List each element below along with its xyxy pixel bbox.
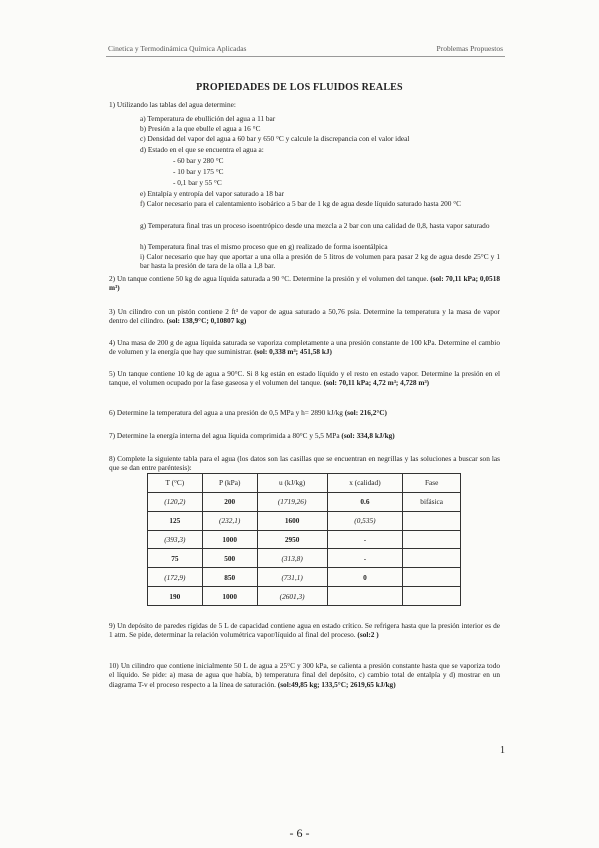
table-cell: (1719,26) (257, 492, 327, 511)
table-cell: (313,8) (257, 549, 327, 568)
problem-1d-item-1: - 60 bar y 280 °C (173, 156, 224, 165)
problem-10-text: Un cilindro que contiene inicialmente 50 L de agua a 25°C y 300 kPa, se calienta a presión constante hasta que se vaporiza todo el líquido. Se pide: a) masa de agua que había, b) temperatura final del depósito, c) cambio total de entalpía y d) mostrar en un diagrama T-v el proceso respecto a la línea de saturación. (109, 661, 500, 689)
problem-7-number: 7) (109, 431, 116, 440)
problem-3-text: Un cilindro con un pistón contiene 2 ft³ de vapor de agua saturado a 50,76 psia. Determine la temperatura y la masa de vapor dentro del cilindro. (109, 307, 500, 326)
table-cell (403, 587, 461, 606)
header-right: Problemas Propuestos (436, 44, 503, 53)
table-row (148, 587, 461, 606)
table-header-cell: P (kPa) (202, 474, 257, 493)
problem-1i: i) Calor necesario que hay que aportar a una olla a presión de 5 litros de volumen para pasar 2 kg de agua desde 25°C y 1 bar hasta la presión de tara de la olla a 1,8 bar. (140, 252, 500, 271)
problem-1h: h) Temperatura final tras el mismo proceso que en g) realizado de forma isoentálpica (140, 242, 388, 251)
table-cell: 1600 (257, 511, 327, 530)
problem-3 (109, 307, 500, 326)
table-cell: 200 (202, 492, 257, 511)
page-number: 1 (500, 745, 505, 756)
problem-5 (109, 369, 500, 388)
problem-1e: e) Entalpía y entropía del vapor saturado a 18 bar (140, 189, 285, 198)
table-cell: - (327, 530, 403, 549)
problem-1-number: 1) (109, 100, 116, 109)
problem-1d: d) Estado en el que se encuentra el agua a: (140, 145, 264, 154)
problem-1b: b) Presión a la que ebulle el agua a 16 °C (140, 124, 261, 133)
problem-7-solution: (sol: 334,8 kJ/kg) (341, 431, 395, 440)
table-cell: (731,1) (257, 568, 327, 587)
problem-3-number: 3) (109, 307, 116, 316)
problem-1-intro-text: Utilizando las tablas del agua determine: (116, 100, 236, 109)
table-cell (403, 549, 461, 568)
problem-8 (109, 454, 500, 473)
table-cell: 75 (148, 549, 203, 568)
problem-7 (109, 431, 500, 440)
header-left: Cinetica y Termodinámica Química Aplicadas (108, 44, 247, 53)
page-title: PROPIEDADES DE LOS FLUIDOS REALES (196, 82, 403, 93)
problem-5-solution: (sol: 70,11 kPa; 4,72 m³; 4,728 m³) (323, 378, 430, 388)
table-cell: 500 (202, 549, 257, 568)
table-row (148, 492, 461, 511)
problem-10-number: 10) (109, 661, 119, 670)
problem-7-text: Determine la energía interna del agua líquida comprimida a 80°C y 5,5 MPa (116, 431, 340, 440)
table-header-cell: x (calidad) (327, 474, 403, 493)
problem-1a: a) Temperatura de ebullición del agua a 11 bar (140, 114, 276, 123)
problem-10 (109, 661, 500, 689)
problem-1f: f) Calor necesario para el calentamiento isobárico a 5 bar de 1 kg de agua desde líquido saturado hasta 200 °C (140, 199, 462, 208)
problem-6 (109, 408, 500, 417)
problem-9-solution: (sol:2 ) (357, 630, 379, 640)
table-header-cell: u (kJ/kg) (257, 474, 327, 493)
footer-page-number: - 6 - (289, 826, 310, 840)
table-cell: (393,3) (148, 530, 203, 549)
problem-6-number: 6) (109, 408, 116, 417)
problem-10-solution: (sol:49,85 kg; 133,5°C; 2619,65 kJ/kg) (277, 679, 396, 689)
problem-8-number: 8) (109, 454, 116, 463)
table-cell: bifásica (403, 492, 461, 511)
problem-4-solution: (sol: 0,338 m³; 451,58 kJ) (253, 347, 332, 357)
table-header-row (148, 474, 461, 493)
problem-5-text: Un tanque contiene 10 kg de agua a 90°C. Si 8 kg están en estado líquido y el resto en estado vapor. Determine la presión en el tanque, el volumen ocupado por la fase gaseosa y el volumen del tanque. (109, 369, 501, 388)
problem-5-number: 5) (109, 369, 116, 378)
problem-1g: g) Temperatura final tras un proceso isoentrópico desde una mezcla a 2 bar con una calidad de 0,8, hasta vapor saturado (140, 221, 490, 230)
problem-4-number: 4) (109, 338, 116, 347)
problem-9 (109, 621, 500, 640)
table-cell: (232,1) (202, 511, 257, 530)
table-cell: 1000 (202, 530, 257, 549)
header-divider (106, 56, 505, 57)
problem-4 (109, 338, 500, 357)
table-header-cell: Fase (403, 474, 461, 493)
table-cell: (120,2) (148, 492, 203, 511)
table-cell: 850 (202, 568, 257, 587)
table-cell: 0 (327, 568, 403, 587)
table-cell: 125 (148, 511, 203, 530)
table-cell: 0.6 (327, 492, 403, 511)
problem-2-solution: (sol: 70,11 kPa; 0,0518 m³) (109, 274, 500, 293)
problem-9-number: 9) (109, 621, 116, 630)
table-cell: 2950 (257, 530, 327, 549)
table-row (148, 511, 461, 530)
problem-6-text: Determine la temperatura del agua a una presión de 0,5 MPa y h= 2890 kJ/kg (116, 408, 343, 417)
table-cell: 190 (148, 587, 203, 606)
table-cell (403, 511, 461, 530)
problem-4-text: Una masa de 200 g de agua líquida saturada se vaporiza completamente a una presión constante de 100 kPa. Determine el cambio de volumen y la energía que hay que suministrar. (109, 338, 500, 357)
table-row (148, 530, 461, 549)
problem-8-text: Complete la siguiente tabla para el agua (los datos son las casillas que se encuentran en negrillas y las soluciones a buscar son las que se dan entre paréntesis): (109, 454, 501, 473)
water-properties-table (147, 473, 461, 606)
problem-1d-item-2: - 10 bar y 175 °C (173, 167, 224, 176)
table-cell (403, 530, 461, 549)
problem-1-intro (109, 100, 500, 109)
problem-2-text: Un tanque contiene 50 kg de agua líquida saturada a 90 °C. Determine la presión y el volumen del tanque. (117, 274, 429, 283)
table-cell: (172,9) (148, 568, 203, 587)
table-cell (403, 568, 461, 587)
problem-3-solution: (sol: 138,9°C; 0,10807 kg) (166, 316, 247, 326)
table-cell (327, 587, 403, 606)
table-cell: (0,535) (327, 511, 403, 530)
problem-2-number: 2) (109, 274, 116, 283)
table-cell: (2601,3) (257, 587, 327, 606)
table-row (148, 568, 461, 587)
problem-2 (109, 274, 500, 293)
table-cell: - (327, 549, 403, 568)
problem-1d-item-3: - 0,1 bar y 55 °C (173, 178, 222, 187)
table-header-cell: T (°C) (148, 474, 203, 493)
table-cell: 1000 (202, 587, 257, 606)
table-row (148, 549, 461, 568)
problem-1c: c) Densidad del vapor del agua a 60 bar y 650 °C y calcule la discrepancia con el valor ideal (140, 134, 410, 143)
problem-9-text: Un depósito de paredes rígidas de 5 L de capacidad contiene agua en estado crítico. Se refrigera hasta que la presión interior es de 1 atm. Se pide, determinar la relación volumétrica vapor/líquido al final del proceso. (109, 621, 501, 640)
problem-6-solution: (sol: 216,2°C) (344, 408, 387, 417)
